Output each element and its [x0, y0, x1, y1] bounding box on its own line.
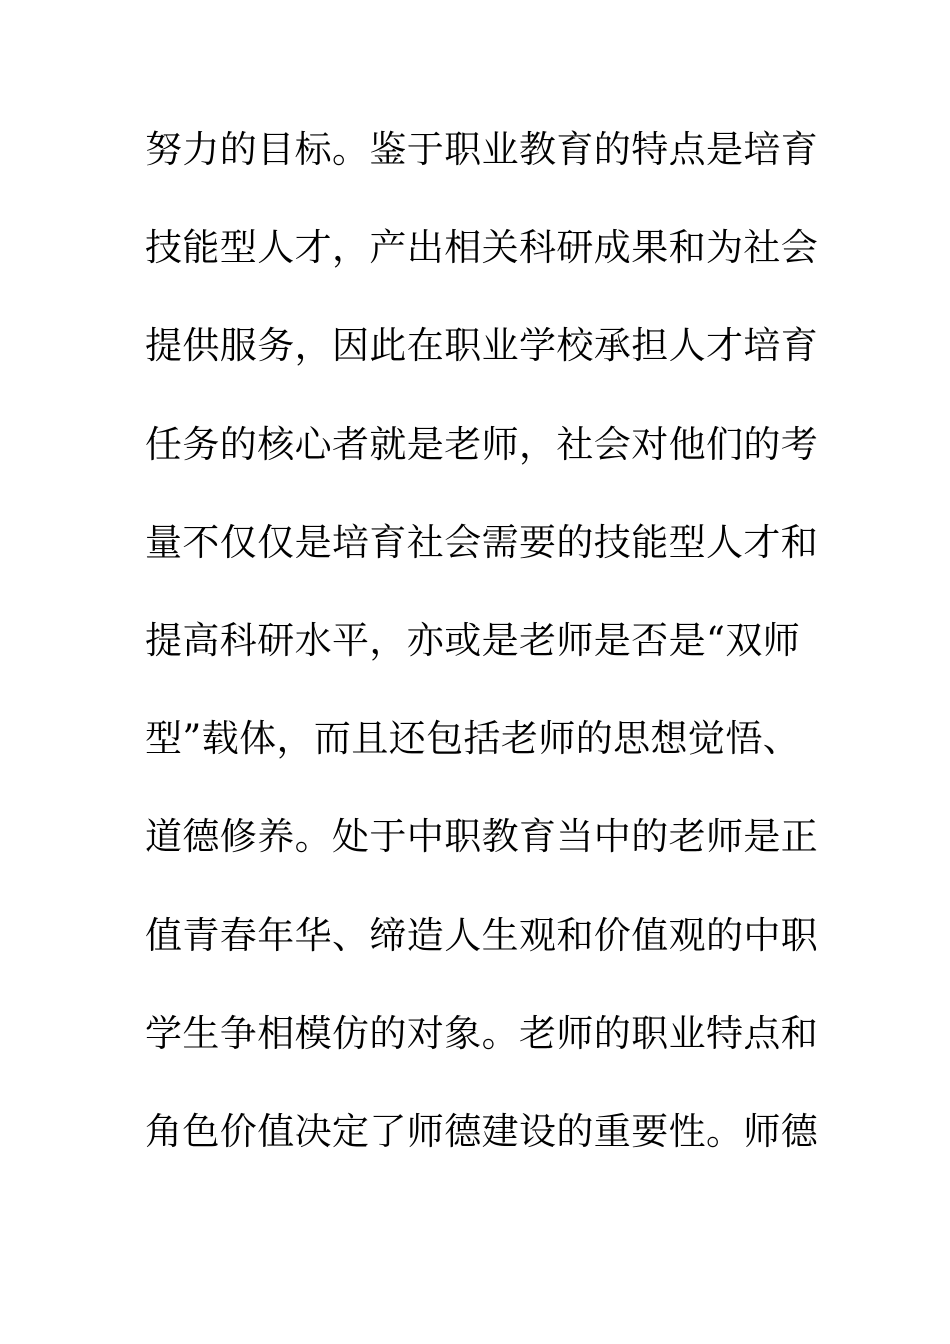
text-line: 努力的目标。鉴于职业教育的特点是培育	[145, 128, 819, 171]
text-line: 任务的核心者就是老师，社会对他们的考	[145, 422, 819, 466]
text-line: 值青春年华、缔造人生观和价值观的中职	[145, 913, 819, 957]
text-line: 学生争相模仿的对象。老师的职业特点和	[145, 1011, 819, 1055]
body-text	[145, 122, 819, 1202]
text-line: 提高科研水平，亦或是老师是否是“双师	[145, 618, 801, 662]
text-line: 型”载体，而且还包括老师的思想觉悟、	[145, 717, 801, 761]
text-line: 道德修养。处于中职教育当中的老师是正	[145, 815, 819, 859]
text-line: 技能型人才，产出相关科研成果和为社会	[145, 226, 819, 270]
text-line: 提供服务，因此在职业学校承担人才培育	[145, 324, 819, 368]
text-line: 量不仅仅是培育社会需要的技能型人才和	[145, 520, 819, 564]
text-line: 角色价值决定了师德建设的重要性。师德	[145, 1109, 819, 1153]
